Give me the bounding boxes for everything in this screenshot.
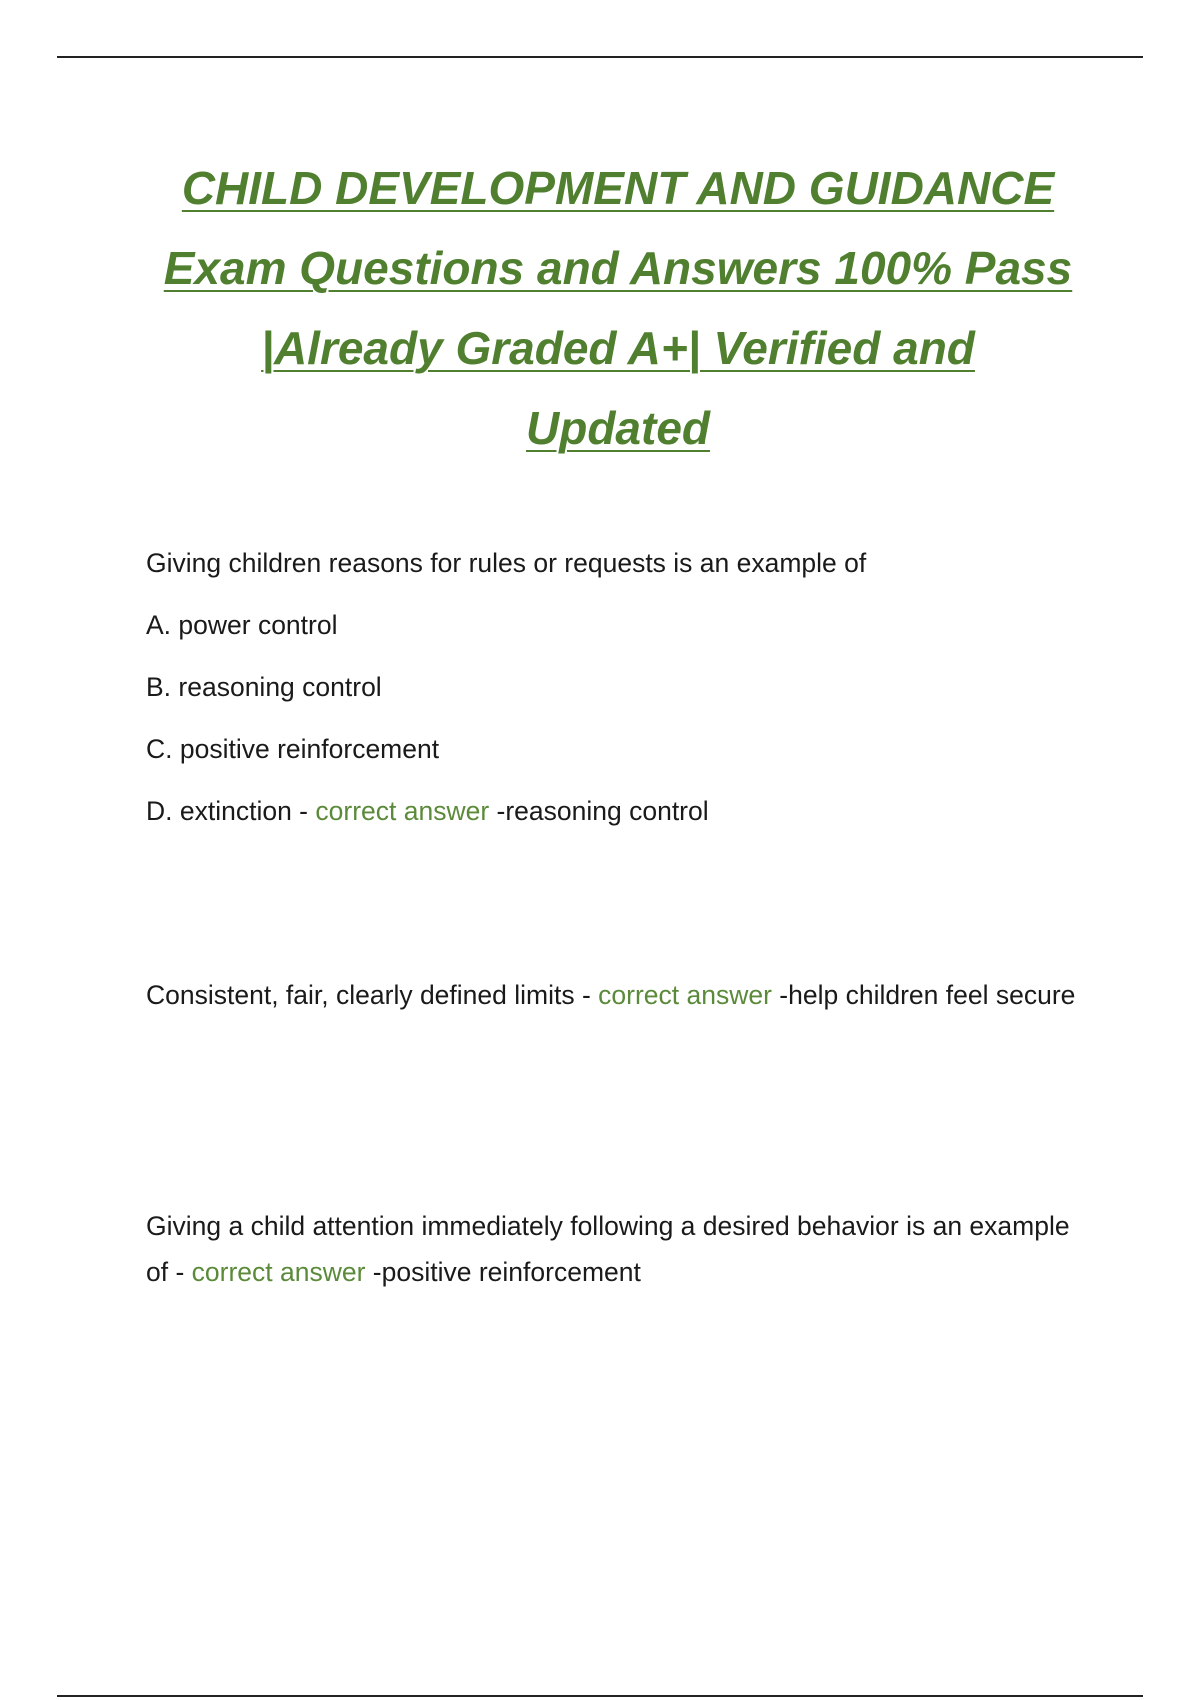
question-1-prompt: Giving children reasons for rules or requests is an example of (146, 548, 867, 578)
question-2-answer: -help children feel secure (771, 980, 1076, 1010)
document-title (120, 148, 1116, 468)
question-1-answer: -reasoning control (489, 796, 709, 826)
title-line-1: CHILD DEVELOPMENT AND GUIDANCE (181, 162, 1055, 214)
question-3-text (146, 1203, 1076, 1295)
question-3-prompt: Giving a child attention immediately following a desired behavior is an example of - (146, 1211, 1070, 1287)
question-1-answer-label: correct answer (315, 796, 490, 826)
question-1-option-c: C. positive reinforcement (146, 734, 440, 764)
question-1-option-a: A. power control (146, 610, 338, 640)
question-1 (146, 540, 1076, 850)
bottom-divider (57, 1695, 1143, 1697)
question-3-answer: -positive reinforcement (365, 1257, 641, 1287)
question-2 (146, 972, 1076, 1018)
top-divider (57, 56, 1143, 58)
question-1-option-b: B. reasoning control (146, 672, 382, 702)
question-1-option-d-text: D. extinction - (146, 796, 316, 826)
question-3 (146, 1203, 1076, 1295)
title-line-2: Exam Questions and Answers 100% Pass (163, 242, 1073, 294)
question-2-answer-label: correct answer (598, 980, 772, 1010)
title-line-3: |Already Graded A+| Verified and (261, 322, 975, 374)
question-1-option-d (146, 788, 1076, 850)
question-3-answer-label: correct answer (191, 1257, 366, 1287)
question-2-prompt: Consistent, fair, clearly defined limits - (146, 980, 599, 1010)
title-line-4: Updated (526, 402, 710, 454)
question-2-text (146, 972, 1076, 1018)
